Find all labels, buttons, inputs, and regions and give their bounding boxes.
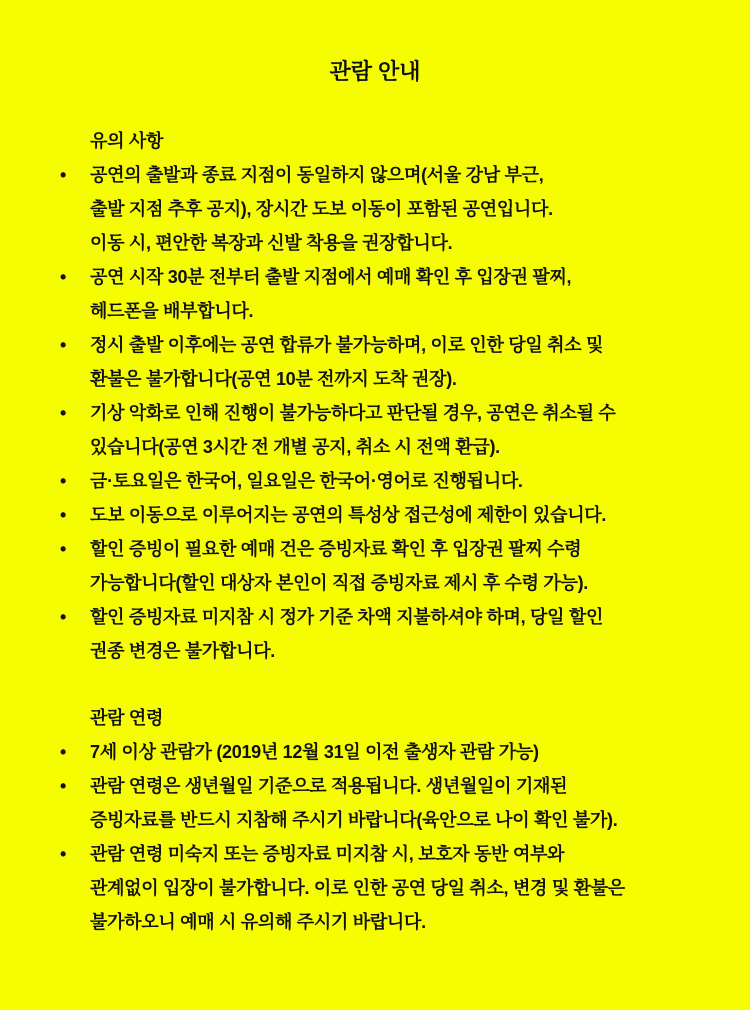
list-item-text: 7세 이상 관람가 (2019년 12월 31일 이전 출생자 관람 가능) [90, 742, 539, 762]
list-item [0, 769, 750, 837]
list-item [0, 464, 750, 498]
list-item-text: 관계없이 입장이 불가합니다. 이로 인한 공연 당일 취소, 변경 및 환불은 [90, 878, 625, 898]
list-item [0, 396, 750, 464]
list-item [0, 498, 750, 532]
section-age-rating [0, 701, 750, 939]
bullet-icon: • [60, 165, 67, 185]
list-item [0, 837, 750, 939]
list-item-text: 공연의 출발과 종료 지점이 동일하지 않으며(서울 강남 부근, [90, 165, 544, 185]
bullet-icon: • [60, 335, 67, 355]
list-item-text: 불가하오니 예매 시 유의해 주시기 바랍니다. [90, 912, 426, 932]
list-item [0, 260, 750, 328]
list-item-text: 환불은 불가합니다(공연 10분 전까지 도착 권장). [90, 369, 457, 389]
list-item-text: 할인 증빙이 필요한 예매 건은 증빙자료 확인 후 입장권 팔찌 수령 [90, 539, 582, 559]
section-heading: 관람 연령 [90, 708, 164, 728]
list-item-text: 있습니다(공연 3시간 전 개별 공지, 취소 시 전액 환급). [90, 437, 500, 457]
list-item-text: 기상 악화로 인해 진행이 불가능하다고 판단될 경우, 공연은 취소될 수 [90, 403, 616, 423]
section-spacer [0, 668, 750, 701]
list-item-text: 헤드폰을 배부합니다. [90, 301, 254, 321]
list-item-text: 정시 출발 이후에는 공연 합류가 불가능하며, 이로 인한 당일 취소 및 [90, 335, 604, 355]
bullet-icon: • [60, 742, 67, 762]
list-item-text: 관람 연령 미숙지 또는 증빙자료 미지참 시, 보호자 동반 여부와 [90, 844, 565, 864]
list-item [0, 600, 750, 668]
list-item-text: 할인 증빙자료 미지참 시 정가 기준 차액 지불하셔야 하며, 당일 할인 [90, 607, 604, 627]
list-item-text: 금·토요일은 한국어, 일요일은 한국어·영어로 진행됩니다. [90, 471, 523, 491]
list-item-text: 이동 시, 편안한 복장과 신발 착용을 권장합니다. [90, 233, 453, 253]
bullet-icon: • [60, 539, 67, 559]
list-item-text: 권종 변경은 불가합니다. [90, 641, 275, 661]
list-item [0, 735, 750, 769]
list-item-text: 출발 지점 추후 공지), 장시간 도보 이동이 포함된 공연입니다. [90, 199, 553, 219]
list-item-text: 공연 시작 30분 전부터 출발 지점에서 예매 확인 후 입장권 팔찌, [90, 267, 572, 287]
page-title: 관람 안내 [329, 59, 421, 84]
bullet-icon: • [60, 403, 67, 423]
list-item-text: 증빙자료를 반드시 지참해 주시기 바랍니다(육안으로 나이 확인 불가). [90, 810, 618, 830]
bullet-icon: • [60, 505, 67, 525]
bullet-icon: • [60, 607, 67, 627]
list-item [0, 328, 750, 396]
list-item-text: 도보 이동으로 이루어지는 공연의 특성상 접근성에 제한이 있습니다. [90, 505, 607, 525]
bullet-icon: • [60, 776, 67, 796]
list-item-text: 관람 연령은 생년월일 기준으로 적용됩니다. 생년월일이 기재된 [90, 776, 568, 796]
list-item [0, 532, 750, 600]
list-item-text: 가능합니다(할인 대상자 본인이 직접 증빙자료 제시 후 수령 가능). [90, 573, 588, 593]
bullet-icon: • [60, 267, 67, 287]
bullet-icon: • [60, 471, 67, 491]
section-heading: 유의 사항 [90, 131, 164, 151]
list-item [0, 158, 750, 260]
section-precautions [0, 124, 750, 668]
notice-content [0, 124, 750, 939]
bullet-icon: • [60, 844, 67, 864]
